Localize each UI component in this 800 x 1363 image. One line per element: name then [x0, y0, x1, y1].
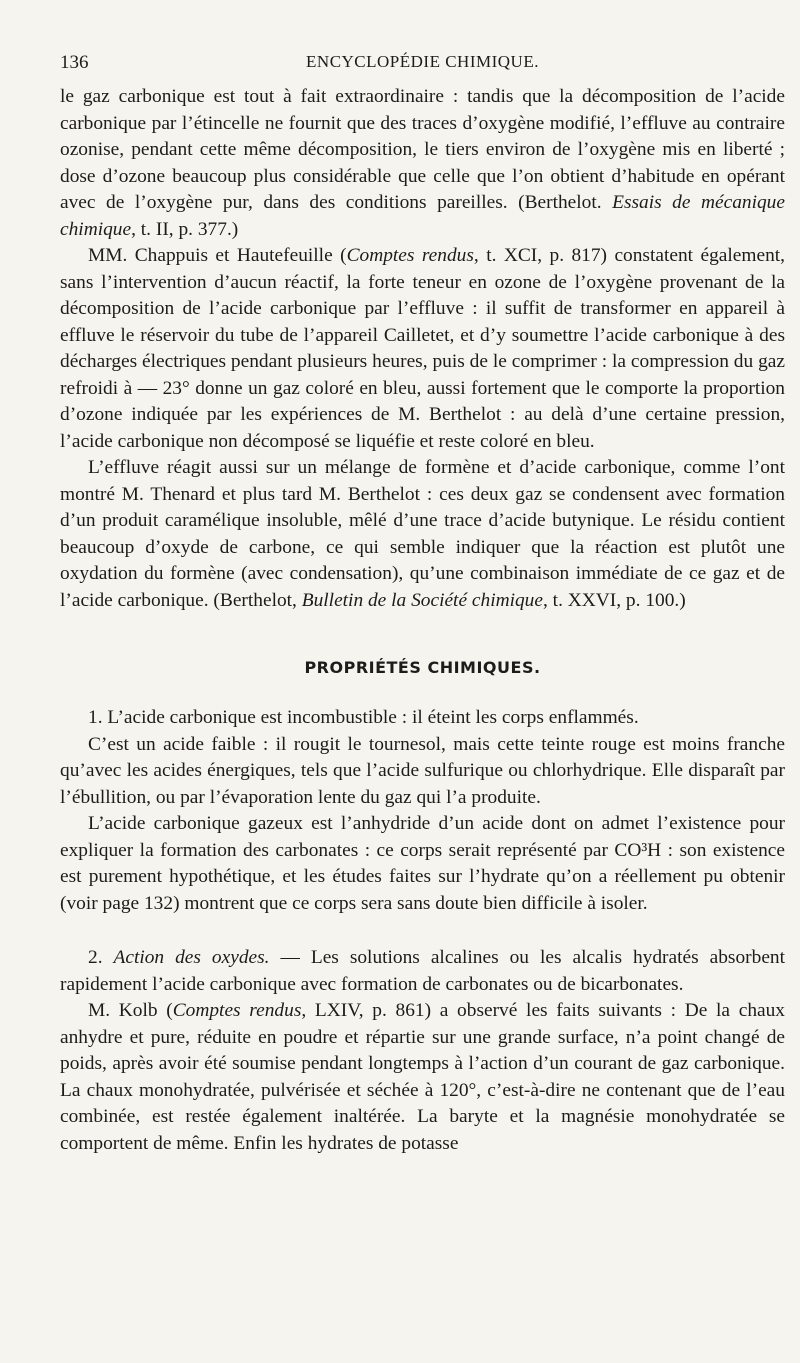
running-title: ENCYCLOPÉDIE CHIMIQUE. — [306, 52, 539, 71]
paragraph-action-oxydes: 2. Action des oxydes. — Les solutions alcalines ou les alcalis hydratés absorbent rapidement l’acide carbonique avec formation de carbonates ou de bicarbonates. — [60, 947, 786, 995]
paragraph-formene: L’effluve réagit aussi sur un mélange de formène et d’acide carbonique, comme l’ont montré M. Thenard et plus tard M. Berthelot : ces deux gaz se condensent avec formation d’un produit caramélique insoluble, mêlé d’une trace d’acide butynique. Le résidu contient beaucoup d’oxyde de carbone, ce qui semble indiquer que la réaction est plutôt une oxydation du formène (avec condensation), qu’une combinaison immédiate de ce gaz et de l’acide carbonique. (Berthelot, Bulletin de la Société chimique, t. XXVI, p. 100.) — [60, 457, 785, 611]
section-heading: PROPRIÉTÉS CHIMIQUES. — [304, 658, 541, 677]
paragraph-gap — [60, 917, 785, 945]
paragraph-anhydride: L’acide carbonique gazeux est l’anhydride d’un acide dont on admet l’existence pour expliquer la formation des carbonates : ce corps serait représenté par CO³H : son existence est purement hypothétique, et les études faites sur l’hydrate qu’on a réellement pu obtenir (voir page 132) montrent que ce corps sera sans doute bien difficile à isoler. — [60, 813, 785, 914]
paragraph-ozone-effluve: le gaz carbonique est tout à fait extraordinaire : tandis que la décomposition de l’acide carbonique par l’étincelle ne fournit que des traces d’oxygène modifié, l’effluve au contraire ozonise, pendant cette même décomposition, le tiers environ de l’oxygène mis en liberté ; dose d’ozone beaucoup plus considérable que celle que l’on obtient d’habitude en opérant avec de l’oxygène pur, dans des conditions pareilles. (Berthelot. Essais de mécanique chimique, t. II, p. 377.) — [60, 86, 785, 240]
citation-title: Essais de mécanique chimique — [60, 192, 785, 240]
paragraph-incombustible: 1. L’acide carbonique est incombustible : il éteint les corps enflammés. — [88, 707, 639, 728]
subsection-title: Action des oxydes. — [113, 947, 270, 968]
paragraph-acide-faible: C’est un acide faible : il rougit le tournesol, mais cette teinte rouge est moins franche qu’avec les acides énergiques, tels que l’acide sulfurique ou chlorhydrique. Elle disparaît par l’ébullition, ou par l’évaporation lente du gaz qui l’a produite. — [60, 733, 785, 808]
citation-title: Comptes rendus — [172, 1000, 302, 1021]
page-header — [60, 52, 785, 82]
citation-title: Bulletin de la Société chimique — [301, 589, 543, 611]
paragraph-kolb: M. Kolb (Comptes rendus, LXIV, p. 861) a observé les faits suivants : De la chaux anhydre et pure, réduite en poudre et répartie sur une grande surface, n’a point changé de poids, après avoir été soumise pendant longtemps à l’action d’un courant de gaz carbonique. La chaux monohydratée, pulvérisée et séchée à 120°, c’est-à-dire ne contenant que de l’eau combinée, est restée également inaltérée. La baryte et la magnésie monohydratée se comportent de même. Enfin les hydrates de potasse — [60, 1000, 786, 1154]
citation-title: Comptes rendus — [346, 245, 474, 266]
page-body — [60, 84, 785, 1157]
paragraph-chappuis-hautefeuille: MM. Chappuis et Hautefeuille (Comptes rendus, t. XCI, p. 817) constatent également, sans l’intervention d’aucun réactif, la forte teneur en ozone de l’oxygène provenant de la décomposition de l’acide carbonique par l’effluve : il suffit de transformer en appareil à effluve le réservoir du tube de l’appareil Cailletet, et d’y soumettre l’acide carbonique à des décharges électriques pendant plusieurs heures, puis de le comprimer : la compression du gaz refroidi à — 23° donne un gaz coloré en bleu, aussi fortement que le comporte la proportion d’ozone indiquée par les expériences de M. Berthelot : au delà d’une certaine pression, l’acide carbonique non décomposé se liquéfie et reste coloré en bleu. — [60, 245, 785, 452]
page-number: 136 — [60, 52, 89, 73]
